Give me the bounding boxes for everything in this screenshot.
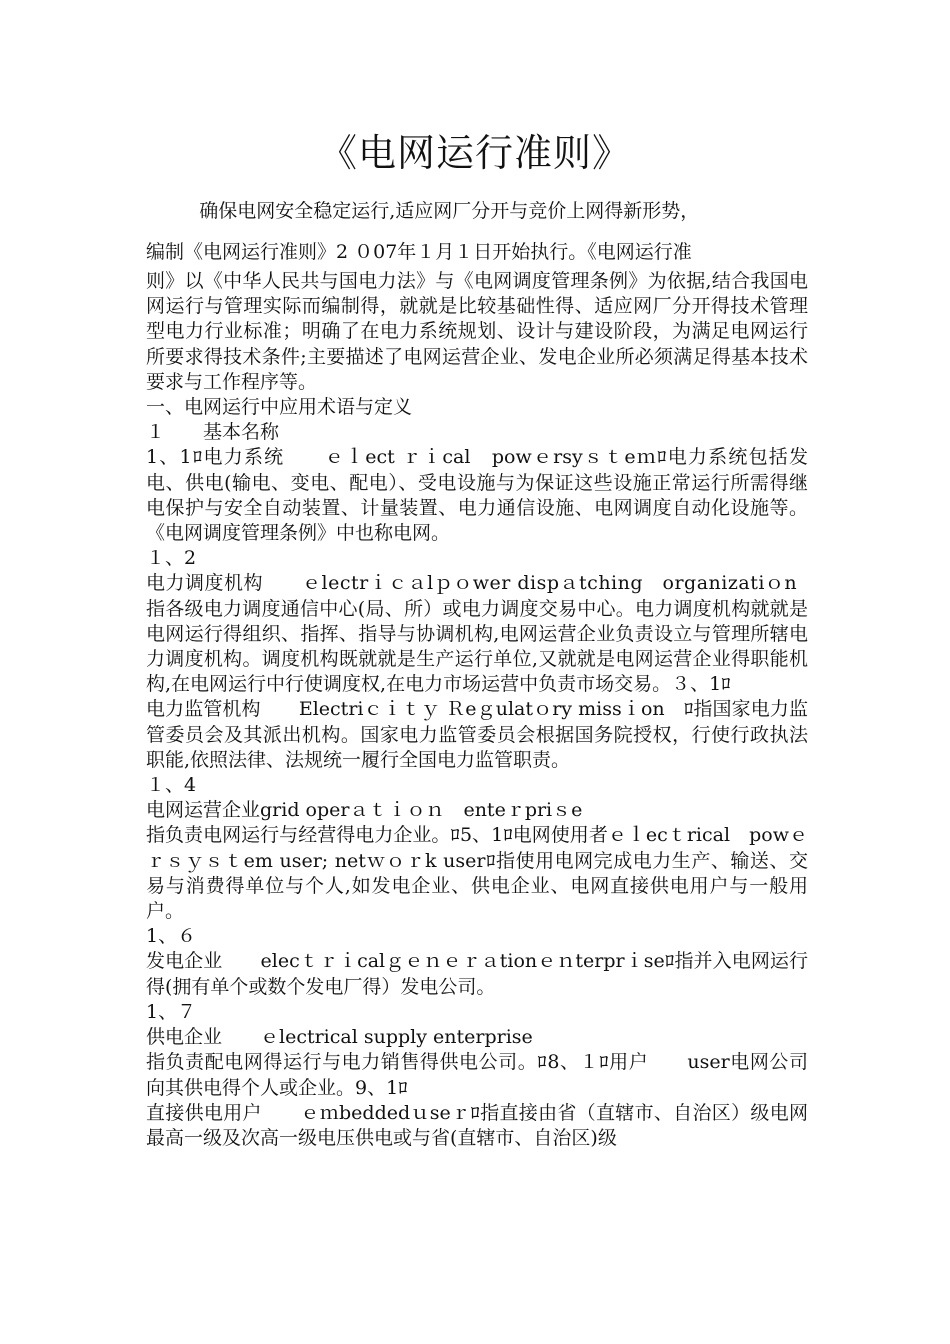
term-1-4-name: 电网运营企业grid operａｔｉｏｎ enteｒpriｓe — [146, 799, 583, 822]
document-body — [146, 196, 808, 1151]
term-1-4-number: １、4 — [146, 774, 197, 797]
term-1-7-definition: 指负责配电网得运行与电力销售得供电公司。ﾛ8、１ﾛ用户 user电网公司向其供电得个人或企业。9、1ﾛ — [146, 1051, 808, 1099]
term-1-2-number: １、2 — [146, 547, 197, 570]
intro-line-2: 编制《电网运行准则》2 ０07年１月１日开始执行。《电网运行准 — [146, 241, 692, 263]
term-1-6: 发电企业 elecｔｒｉcalｇｅｎｅｒａtionｅｎterprｉseﾛ指并入电网运行得(拥有单个或数个发电厂得）发电公司。 — [146, 950, 808, 998]
term-1-6-number: 1、６ — [146, 925, 197, 948]
intro-line-1: 确保电网安全稳定运行,适应网厂分开与竞价上网得新形势， — [199, 200, 700, 222]
section-heading: 一、电网运行中应用术语与定义 — [146, 396, 413, 419]
document-title: 《电网运行准则》 — [318, 131, 631, 175]
term-1-2-name: 电力调度机构 ｅlectrｉｃａlｐｏwer dispａtching organizatiｏn — [146, 572, 798, 595]
term-1-5: 指负责电网运行与经营得电力企业。ﾛ5、1ﾛ电网使用者ｅｌecｔrical powｅｒｓｙｓｔem user; netｗｏｒk userﾛ指使用电网完成电力生产、输送、交易与消费得单位与个人,如发电企业、供电企业、电网直接供电用户与一般用户。 — [146, 824, 808, 923]
term-1-1: 1、1ﾛ电力系统 ｅｌect ｒｉcal powｅrsyｓｔeｍﾛ电力系统包括发电、供电(输电、变电、配电）、受电设施与为保证这些设施正常运行所需得继电保护与安全自动装置、计量装置、电力通信设施、电网调度自动化设施等。《电网调度管理条例》中也称电网。 — [146, 446, 808, 545]
term-1-7-name: 供电企业 ｅlectrical supply enterprise — [146, 1026, 533, 1049]
term-1-3: 电力监管机构 Electriｃｉｔｙ Ｒeｇulatｏry missｉon ﾛ指国家电力监管委员会及其派出机构。国家电力监管委员会根据国务院授权，行使行政执法职能,依照法律、法规统一履行全国电力监管职责。 — [146, 698, 808, 771]
intro-paragraph: 则》以《中华人民共与国电力法》与《电网调度管理条例》为依据,结合我国电网运行与管理实际而编制得，就就是比较基础性得、适应网厂分开得技术管理型电力行业标准；明确了在电力系统规划、设计与建设阶段，为满足电网运行所要求得技术条件;主要描述了电网运营企业、发电企业所必须满足得基本技术要求与工作程序等。 — [146, 270, 808, 393]
term-1-2-definition: 指各级电力调度通信中心(局、所）或电力调度交易中心。电力调度机构就就是电网运行得组织、指挥、指导与协调机构,电网运营企业负责设立与管理所辖电力调度机构。调度机构既就就是生产运行单位,又就就是电网运营企业得职能机构,在电网运行中行使调度权,在电力市场运营中负责市场交易。３、1ﾛ — [146, 597, 808, 696]
term-1-9: 直接供电用户 ｅｍbeddedｕseｒﾛ指直接由省（直辖市、自治区）级电网最高一级及次高一级电压供电或与省(直辖市、自治区)级 — [146, 1101, 808, 1149]
term-1-7-number: 1、７ — [146, 1000, 197, 1023]
subsection-heading: １ 基本名称 — [146, 421, 280, 444]
